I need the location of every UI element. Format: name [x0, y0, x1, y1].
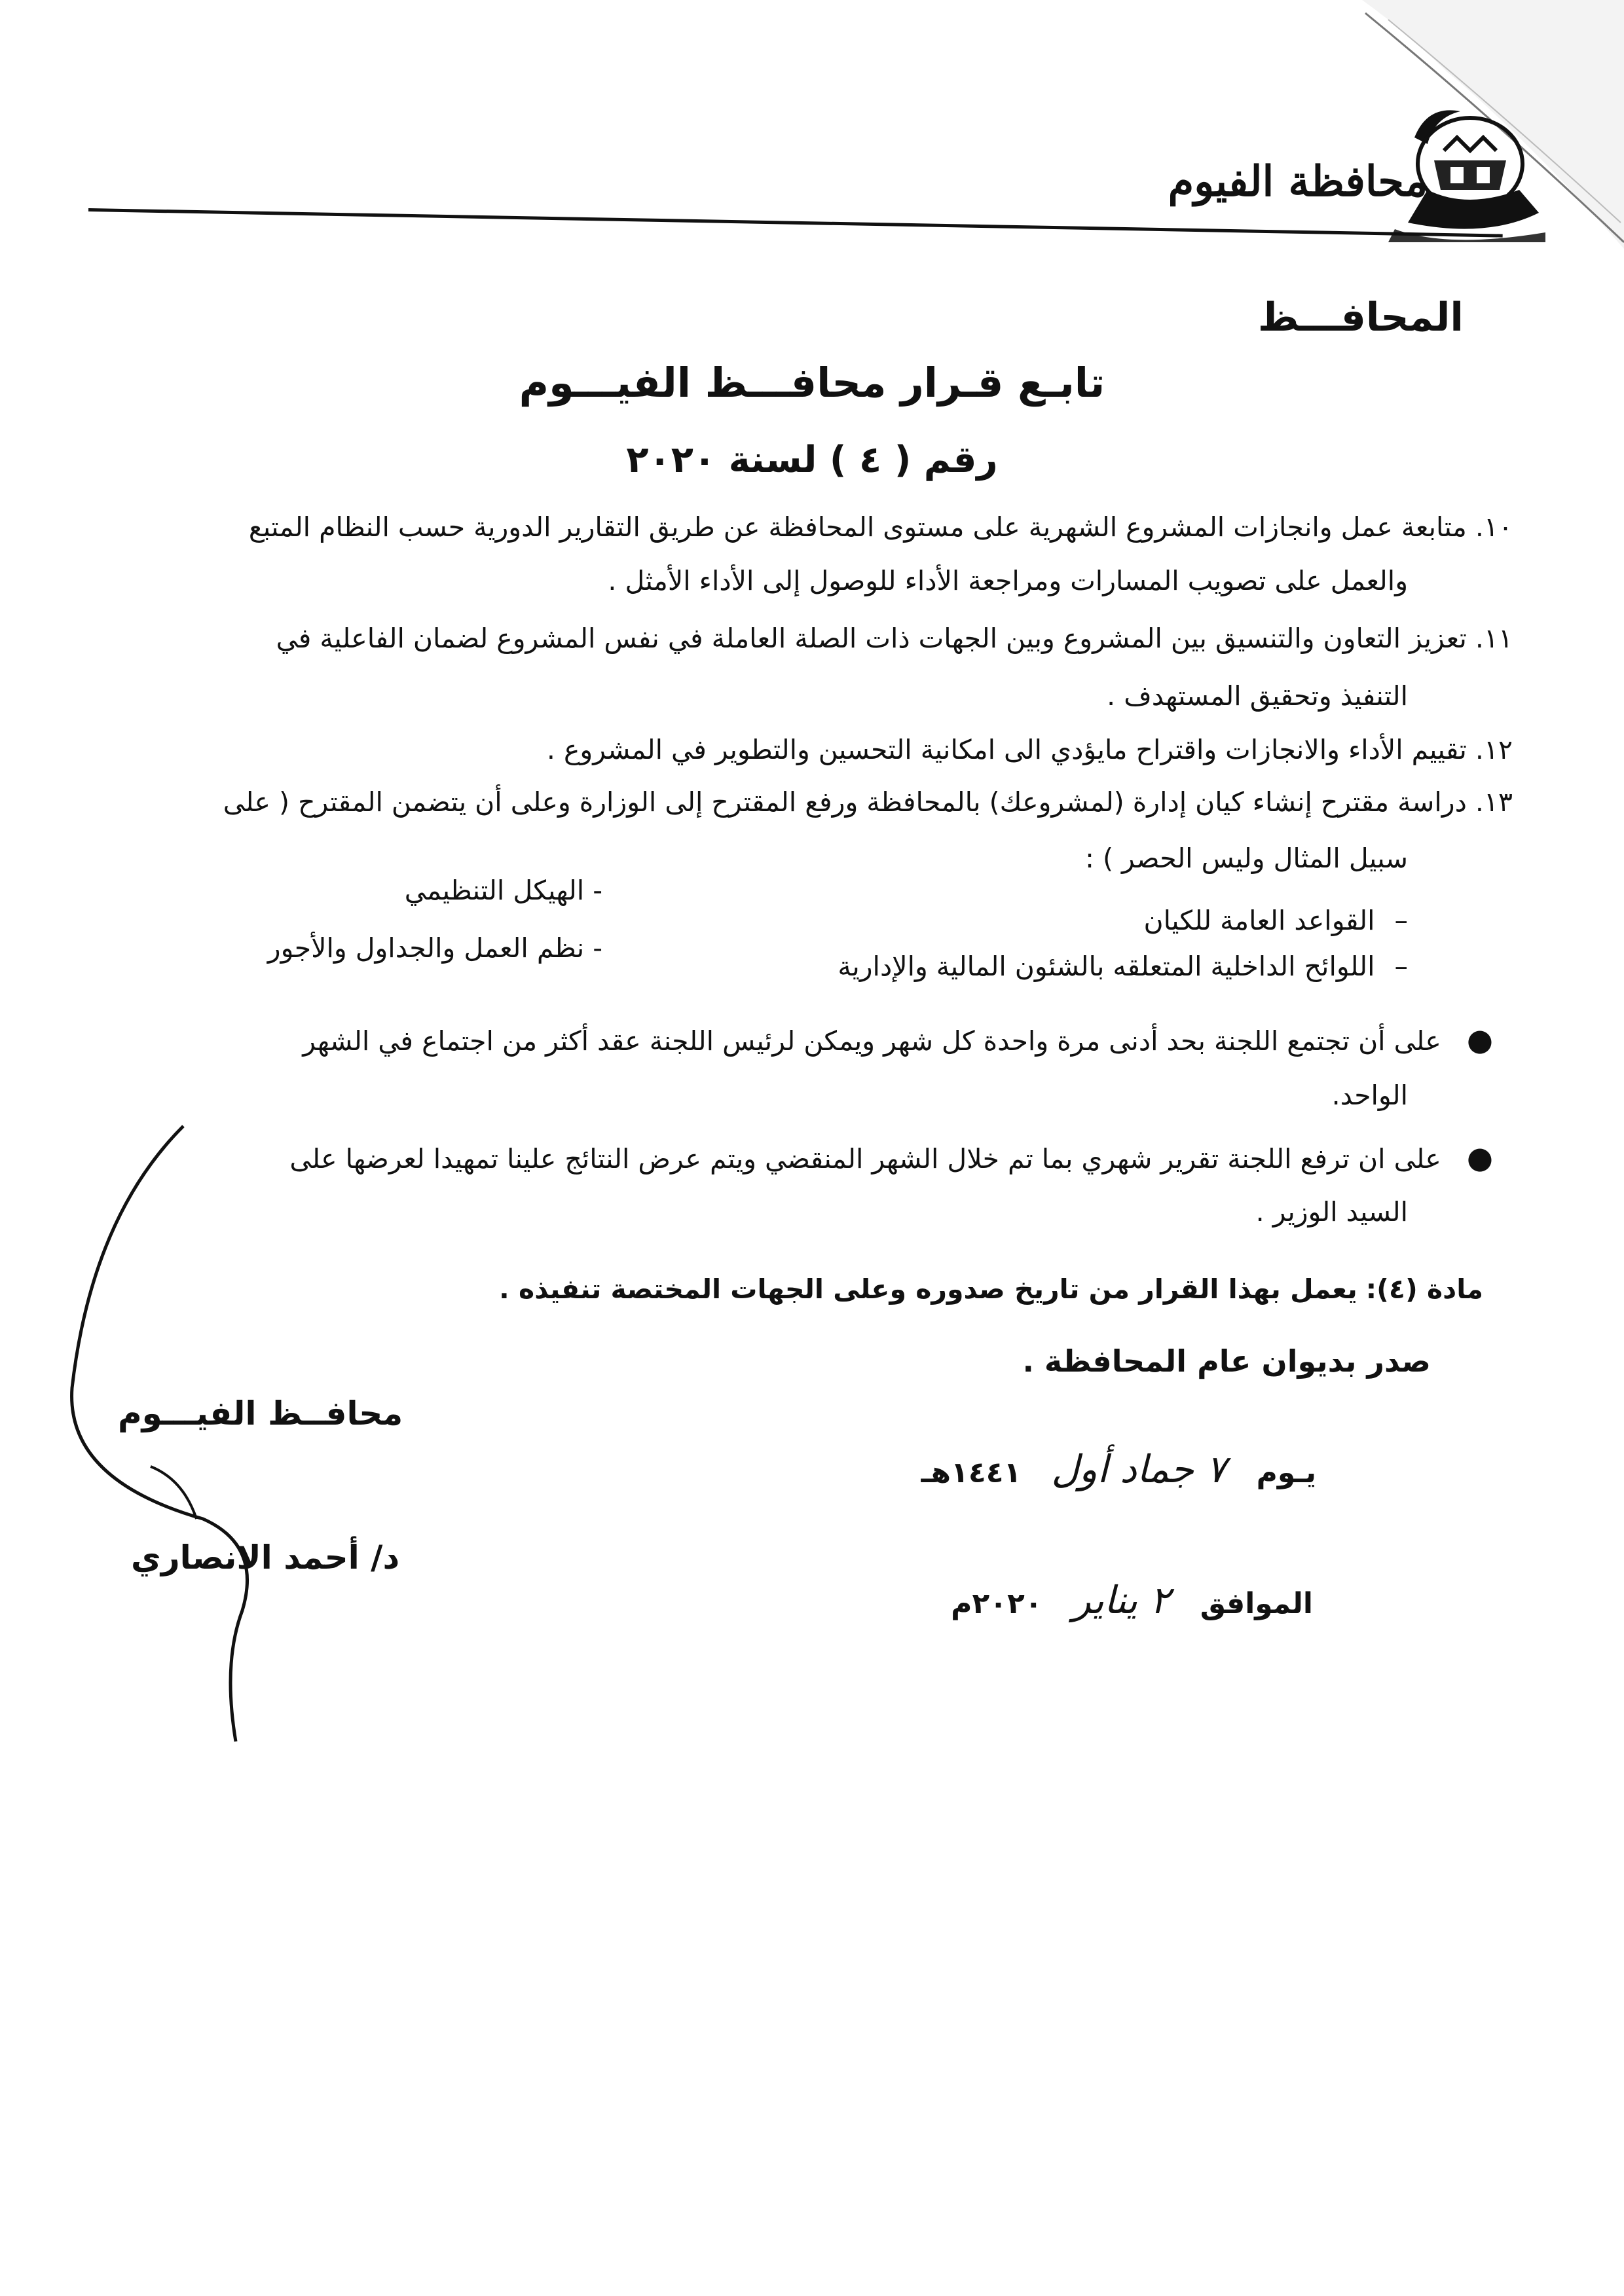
bullet-dot: ●	[1466, 1022, 1493, 1057]
bullet-2-line1: ● على ان ترفع اللجنة تقرير شهري بما تم خلال الشهر المنقضي ويتم عرض النتائج علينا تمهيدا لعرضها على	[289, 1140, 1493, 1175]
item-13-line2: سبيل المثال وليس الحصر ) :	[1085, 843, 1408, 874]
gregorian-label: الموافق	[1200, 1587, 1313, 1620]
item-10-number: ١٠.	[1475, 511, 1513, 543]
gregorian-handwritten: ٢ يناير	[1072, 1578, 1170, 1622]
bullet-1-line1: ● على أن تجتمع اللجنة بحد أدنى مرة واحدة كل شهر ويمكن لرئيس اللجنة عقد أكثر من اجتماع في الشهر	[303, 1022, 1493, 1057]
item-13-line1: ١٣. دراسة مقترح إنشاء كيان إدارة (لمشروعك) بالمحافظة ورفع المقترح إلى الوزارة وعلى أن يتضمن المقترح ( على	[223, 786, 1513, 818]
bullet-1-line2: الواحد.	[1331, 1080, 1408, 1111]
item-10-line1: ١٠. متابعة عمل وانجازات المشروع الشهرية على مستوى المحافظة عن طريق التقارير الدورية حسب النظام المتبع	[248, 511, 1513, 543]
item-12-number: ١٢.	[1475, 734, 1513, 765]
article-4-label: مادة (٤):	[1365, 1273, 1483, 1305]
gregorian-year: ٢٠٢٠م	[951, 1587, 1043, 1620]
bullet-dot: ●	[1466, 1140, 1493, 1175]
bullet-2-line2: السيد الوزير .	[1255, 1196, 1408, 1228]
item-11-number: ١١.	[1475, 623, 1513, 654]
item-13-number: ١٣.	[1475, 786, 1513, 818]
header-rule	[88, 208, 1503, 238]
hijri-day-label: يـوم	[1256, 1456, 1316, 1489]
signature-title: محافــظ الفيـــوم	[118, 1394, 403, 1432]
subitem-general-rules: –القواعد العامة للكيان	[1143, 905, 1408, 936]
subitem-org-structure: - الهيكل التنظيمي	[404, 875, 602, 906]
item-10-line2: والعمل على تصويب المسارات ومراجعة الأداء للوصول إلى الأداء الأمثل .	[608, 565, 1408, 596]
hijri-year: ١٤٤١هـ	[921, 1456, 1022, 1489]
governorate-name: محافظة الفيوم	[1168, 157, 1428, 206]
governor-title: المحافـــظ	[1257, 295, 1464, 340]
decision-number: رقم ( ٤ ) لسنة ٢٠٢٠	[626, 439, 998, 481]
item-12-line1: ١٢. تقييم الأداء والانجازات واقتراح مايؤدي الى امكانية التحسين والتطوير في المشروع .	[546, 734, 1513, 765]
decision-title: تابـع قـرار محافـــظ الفيـــوم	[519, 359, 1105, 407]
item-11-line2: التنفيذ وتحقيق المستهدف .	[1107, 680, 1408, 712]
item-11-line1: ١١. تعزيز التعاون والتنسيق بين المشروع وبين الجهات ذات الصلة العاملة في نفس المشروع لضمان الفاعلية في	[276, 623, 1513, 654]
issued-statement: صدر بديوان عام المحافظة .	[1022, 1343, 1431, 1379]
hijri-date	[921, 1447, 1317, 1491]
handwritten-signature	[52, 1113, 275, 1755]
gregorian-date	[951, 1578, 1313, 1622]
article-4-text: يعمل بهذا القرار من تاريخ صدوره وعلى الجهات المختصة تنفيذه .	[499, 1273, 1357, 1305]
signature-name: د/ أحمد الانصاري	[131, 1539, 400, 1576]
subitem-work-systems: - نظم العمل والجداول والأجور	[267, 932, 602, 964]
hijri-handwritten: ٧ جماد أول	[1051, 1447, 1227, 1491]
subitem-internal-regulations: –اللوائح الداخلية المتعلقه بالشئون المالية والإدارية	[838, 951, 1408, 982]
